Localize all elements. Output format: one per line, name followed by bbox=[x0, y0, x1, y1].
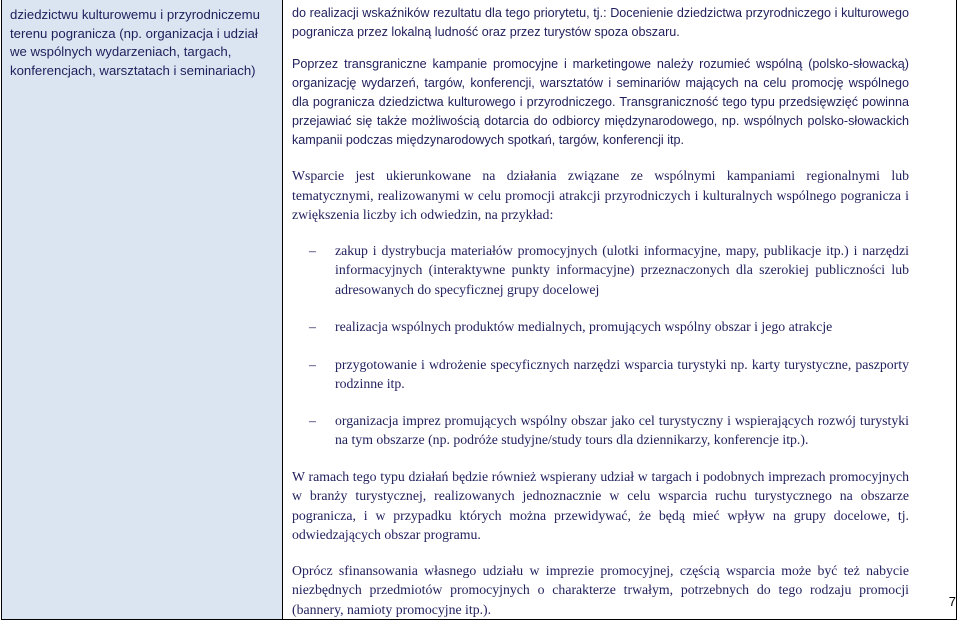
paragraph-support: Wsparcie jest ukierunkowane na działania związane ze wspólnymi kampaniami regionalnymi lub tematycznymi, realizowanymi w celu promocji atrakcji przyrodniczych i kulturalnych wspólnego pogranicza i zwiększenia liczby ich odwiedzin, na przykład: bbox=[292, 168, 909, 222]
right-cell bbox=[283, 0, 957, 620]
content-table bbox=[1, 0, 957, 620]
list-item bbox=[283, 317, 909, 337]
list-item bbox=[283, 241, 909, 300]
list-item-text: zakup i dystrybucja materiałów promocyjnych (ulotki informacyjne, mapy, publikacje itp.) i narzędzi informacyjnych (interaktywne punkty informacyjne) przeznaczonych dla szerokiej publiczności lub adresowanych do specyficznej grupy docelowej bbox=[335, 242, 909, 297]
list-item-text: przygotowanie i wdrożenie specyficznych narzędzi wsparcia turystyki np. karty turystyczne, paszporty rodzinne itp. bbox=[335, 356, 909, 391]
list-item bbox=[283, 411, 909, 450]
dash-bullet-icon: – bbox=[309, 242, 316, 258]
list-item bbox=[283, 355, 909, 394]
left-cell bbox=[2, 0, 283, 620]
list-item-text: organizacja imprez promujących wspólny obszar jako cel turystyczny i wspierających rozwój turystyki na tym obszarze (np. podróże studyjne/study tours dla dziennikarzy, konferencje itp.). bbox=[335, 412, 909, 447]
paragraph-financing: Oprócz sfinansowania własnego udziału w imprezie promocyjnej, częścią wsparcia może być też nabycie niezbędnych przedmiotów promocyjnych o charakterze trwałym, potrzebnych do tego rodzaju promocji (bannery, namioty promocyjne itp.). bbox=[292, 562, 909, 617]
dash-bullet-icon: – bbox=[309, 412, 316, 428]
intro-paragraph: do realizacji wskaźników rezultatu dla tego priorytetu, tj.: Docenienie dziedzictwa przyrodniczego i kulturowego pogranicza przez lokalną ludność oraz przez turystów spoza obszaru. bbox=[292, 6, 909, 39]
left-cell-text: dziedzictwu kulturowemu i przyrodniczemu terenu pogranicza (np. organizacja i udział we wspólnych wydarzeniach, targach, konferencjach, warsztatach i seminariach) bbox=[10, 7, 260, 78]
dash-bullet-icon: – bbox=[309, 356, 316, 372]
paragraph-campaigns: Poprzez transgraniczne kampanie promocyjne i marketingowe należy rozumieć wspólną (polsko-słowacką) organizację wydarzeń, targów, konferencji, warsztatów i seminariów mających na celu promocję wspólnego dla pogranicza dziedzictwa kulturowego i przyrodniczego. Transgraniczność tego typu przedsięwzięć powinna przejawiać się także możliwością dotarcia do odbiorcy międzynarodowego, np. wspólnych polsko-słowackich kampanii podczas międzynarodowych spotkań, targów, konferencji itp. bbox=[292, 57, 909, 147]
list-item-text: realizacja wspólnych produktów medialnych, promujących wspólny obszar i jego atrakcje bbox=[335, 319, 833, 334]
paragraph-trade-fairs: W ramach tego typu działań będzie również wspierany udział w targach i podobnych imprezach promocyjnych w branży turystycznej, realizowanych jednoznacznie w celu wsparcia ruchu turystycznego na obszarze pogranicza, i w przypadku których można przewidywać, że będą mieć wpływ na grupy docelowe, tj. odwiedzających obszar programu. bbox=[292, 468, 909, 542]
page-number: 7 bbox=[948, 594, 956, 609]
table-row bbox=[2, 0, 957, 620]
bullet-list bbox=[283, 241, 956, 450]
dash-bullet-icon: – bbox=[309, 319, 316, 334]
